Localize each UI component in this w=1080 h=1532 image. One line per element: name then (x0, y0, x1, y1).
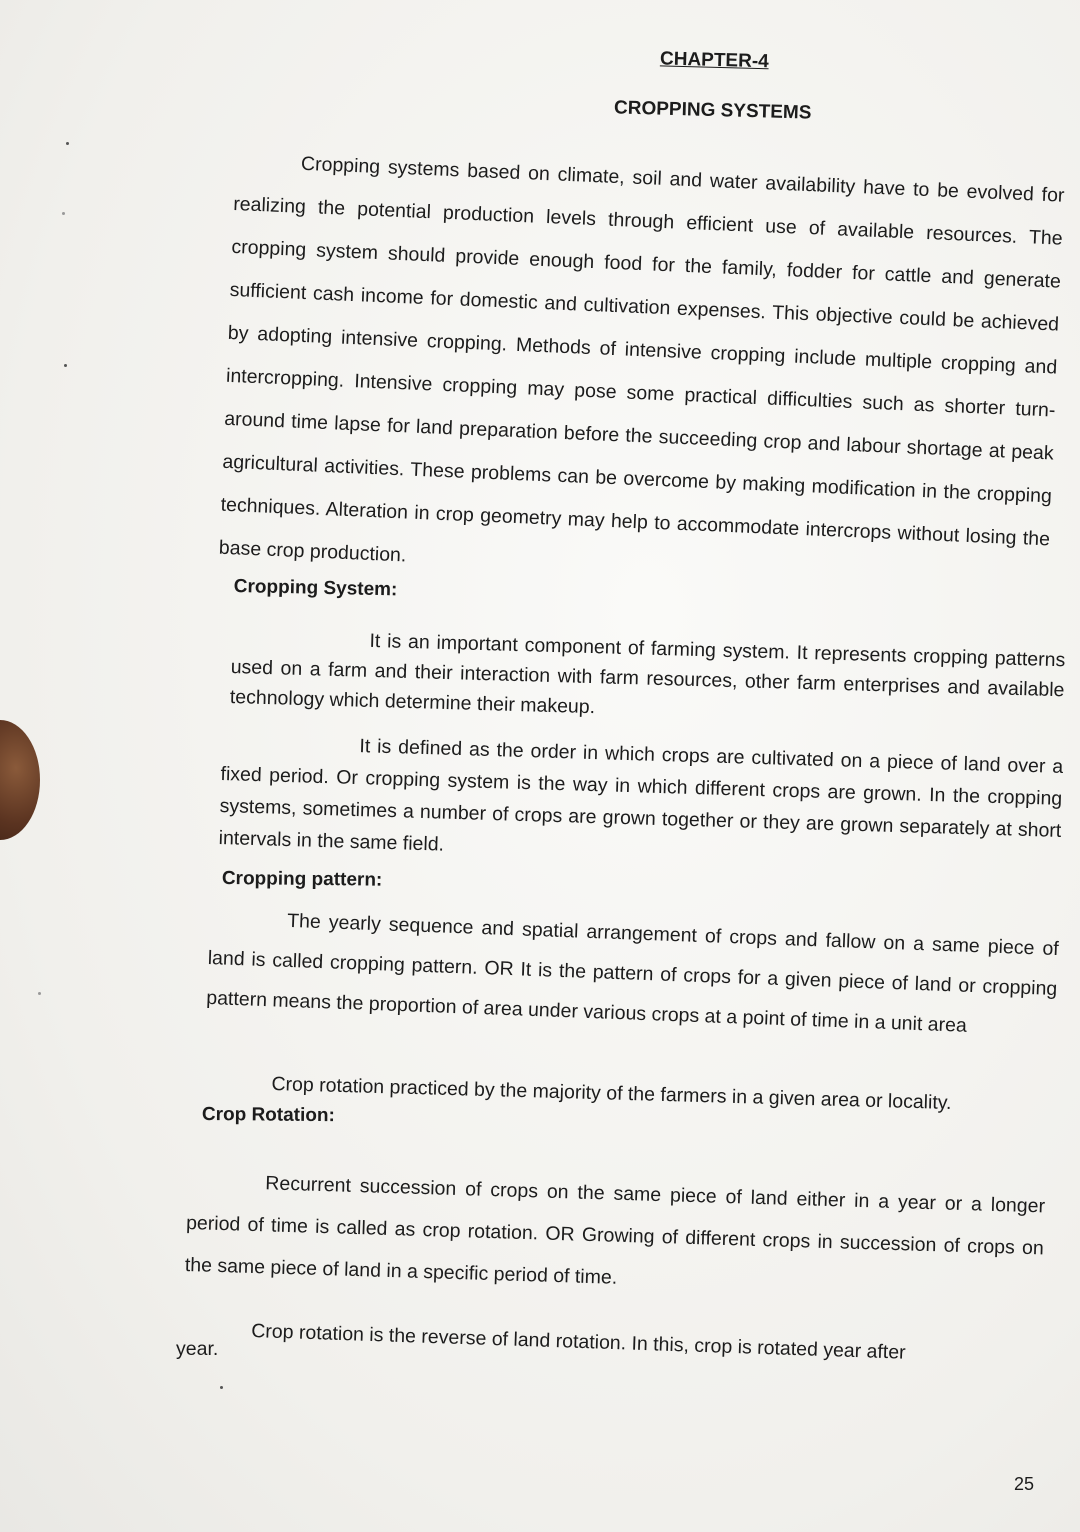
heading-cropping-system: Cropping System: (233, 576, 398, 601)
speck (62, 212, 65, 215)
intro-paragraph (218, 140, 1065, 604)
cropping-system-paragraph-1 (229, 622, 1065, 735)
thumb-shadow (0, 720, 40, 840)
heading-crop-rotation: Crop Rotation: (201, 1104, 335, 1127)
crop-rotation-paragraph-2-end: year. (176, 1338, 219, 1360)
paragraph-text: Recurrent succession of crops on the same piece of land either in a year or a longer period of time is called as crop rotation. OR Growing of different crops in succession of crops on the same piece of land in a specific period of time. (184, 1172, 1046, 1289)
cropping-pattern-paragraph-2: Crop rotation practiced by the majority of the farmers in a given area or locality. (271, 1072, 952, 1114)
chapter-label: CHAPTER-4 (659, 48, 770, 73)
chapter-title: CROPPING SYSTEMS (613, 97, 812, 124)
cropping-system-paragraph-2 (218, 726, 1063, 879)
intro-text: Cropping systems based on climate, soil and water availability have to be evolved for realizing the potential production levels through efficient use of available resources. The cropping system should provide enough food for the family, fodder for cattle and generate sufficient cash income for domestic and cultivation expenses. This objective could be achieved by adopting intensive cropping. Methods of intensive cropping include multiple cropping and intercropping. Intensive cropping may pose some practical difficulties such as shorter turn- around time lapse for land preparation before the succeeding crop and labour shortage at peak agricultural activities. These problems can be overcome by making modification in the cropping techniques. Alteration in crop geometry may help to accommodate intercrops without losing the base crop production. (218, 152, 1065, 567)
speck (38, 992, 41, 995)
heading-cropping-pattern: Cropping pattern: (221, 868, 383, 891)
cropping-pattern-paragraph-1 (206, 898, 1060, 1049)
speck (64, 364, 67, 367)
paragraph-text: The yearly sequence and spatial arrangement of crops and fallow on a same piece of land is called cropping pattern. OR It is the pattern of crops for a given piece of land or cropping pattern means the proportion of area under various crops at a point of time in a unit area (205, 909, 1060, 1037)
speck (220, 1386, 223, 1389)
crop-rotation-paragraph-2: Crop rotation is the reverse of land rotation. In this, crop is rotated year after (250, 1319, 906, 1364)
crop-rotation-paragraph-1 (184, 1160, 1045, 1311)
paragraph-text: It is an important component of farming system. It represents cropping patterns used on a farm and their interaction with farm resources, other farm enterprises and available technology which determine their makeup. (229, 629, 1066, 719)
paragraph-text: It is defined as the order in which crops are cultivated on a piece of land over a fixed period. Or cropping system is the way in which different crops are grown. In the cropping systems, sometimes a number of crops are grown together or they are grown separately at short intervals in the same field. (218, 735, 1064, 856)
page-number: 25 (1014, 1474, 1035, 1494)
speck (66, 142, 69, 145)
